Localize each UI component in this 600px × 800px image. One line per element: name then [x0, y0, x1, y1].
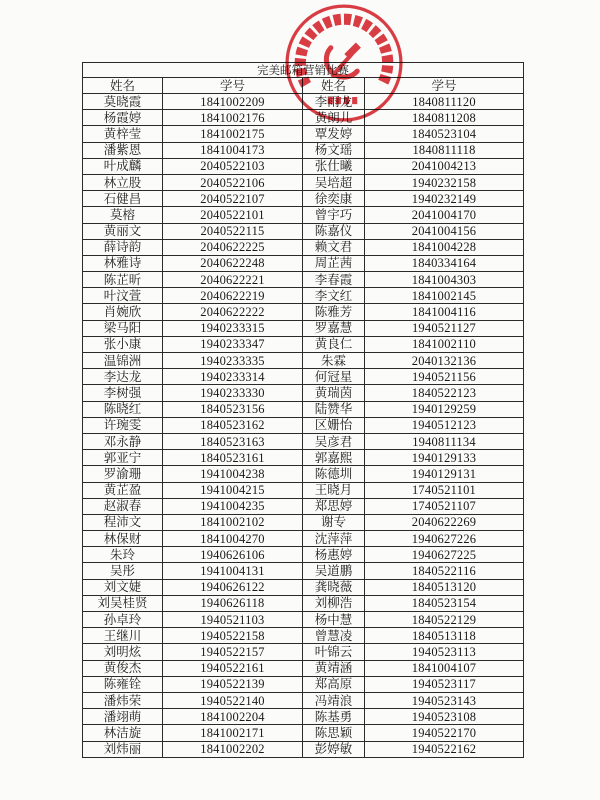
table-row: [83, 579, 524, 595]
name-cell: 沈萍萍: [303, 531, 365, 547]
student-id-cell: 1941004131: [163, 563, 303, 579]
table-row: [83, 450, 524, 466]
student-id-cell: 2041004170: [365, 207, 524, 223]
name-cell: 林保财: [83, 531, 163, 547]
name-cell: 黄梓莹: [83, 126, 163, 142]
student-id-cell: 1940521127: [365, 320, 524, 336]
student-id-cell: 1940233314: [163, 369, 303, 385]
name-cell: 郑高原: [303, 676, 365, 692]
student-id-cell: 1841004116: [365, 304, 524, 320]
name-cell: 龚晓薇: [303, 579, 365, 595]
name-cell: 周芷茜: [303, 255, 365, 271]
table-row: [83, 644, 524, 660]
student-id-cell: 2040522101: [163, 207, 303, 223]
table-row: [83, 401, 524, 417]
name-cell: 程沛文: [83, 514, 163, 530]
student-id-cell: 1940233330: [163, 385, 303, 401]
name-cell: 杨文瑶: [303, 142, 365, 158]
table-row: [83, 514, 524, 530]
table-body: [83, 94, 524, 758]
student-id-cell: 1840513118: [365, 628, 524, 644]
student-id-cell: 2040622222: [163, 304, 303, 320]
name-cell: 陈芷昕: [83, 272, 163, 288]
name-cell: 何冠星: [303, 369, 365, 385]
name-cell: 刘明炫: [83, 644, 163, 660]
name-cell: 刘文婕: [83, 579, 163, 595]
student-id-cell: 1840523161: [163, 450, 303, 466]
table-row: [83, 498, 524, 514]
name-cell: 张仕曦: [303, 158, 365, 174]
header-row: [83, 78, 524, 94]
table-row: [83, 207, 524, 223]
name-cell: 谢专: [303, 514, 365, 530]
name-cell: 陈基勇: [303, 709, 365, 725]
name-cell: 邓永静: [83, 433, 163, 449]
name-cell: 覃发婷: [303, 126, 365, 142]
student-id-cell: 1840523104: [365, 126, 524, 142]
table-row: [83, 482, 524, 498]
name-cell: 莫晓霞: [83, 94, 163, 110]
table-row: [83, 223, 524, 239]
student-id-cell: 1841002175: [163, 126, 303, 142]
student-id-cell: 1840811118: [365, 142, 524, 158]
table-row: [83, 563, 524, 579]
name-cell: 杨霞婷: [83, 110, 163, 126]
student-id-cell: 2040622225: [163, 239, 303, 255]
student-id-cell: 1840522129: [365, 612, 524, 628]
student-id-cell: 1941004215: [163, 482, 303, 498]
student-id-cell: 1740521101: [365, 482, 524, 498]
student-id-cell: 1940522162: [365, 741, 524, 757]
name-cell: 吴彤: [83, 563, 163, 579]
name-cell: 叶汶萱: [83, 288, 163, 304]
name-cell: 叶锦云: [303, 644, 365, 660]
name-cell: 刘吴桂贤: [83, 595, 163, 611]
student-id-cell: 1940523113: [365, 644, 524, 660]
name-cell: 郭嘉熙: [303, 450, 365, 466]
title-row: [83, 63, 524, 78]
table-row: [83, 547, 524, 563]
name-cell: 林雅诗: [83, 255, 163, 271]
name-cell: 杨中慧: [303, 612, 365, 628]
name-cell: 吴培超: [303, 174, 365, 190]
student-id-cell: 1940522140: [163, 692, 303, 708]
name-cell: 黄朗儿: [303, 110, 365, 126]
name-cell: 陈雅芳: [303, 304, 365, 320]
table-row: [83, 595, 524, 611]
table-row: [83, 94, 524, 110]
table-row: [83, 709, 524, 725]
student-id-cell: 1940521103: [163, 612, 303, 628]
name-cell: 黄芷盈: [83, 482, 163, 498]
student-id-cell: 1940522161: [163, 660, 303, 676]
table-row: [83, 466, 524, 482]
student-id-cell: 1940232149: [365, 191, 524, 207]
name-cell: 李春霞: [303, 272, 365, 288]
student-id-cell: 1940522139: [163, 676, 303, 692]
table-row: [83, 612, 524, 628]
student-id-cell: 1940512123: [365, 417, 524, 433]
table-row: [83, 353, 524, 369]
student-id-cell: 1840513120: [365, 579, 524, 595]
student-id-cell: 1940626122: [163, 579, 303, 595]
name-cell: 肖婉欣: [83, 304, 163, 320]
student-id-cell: 1940522157: [163, 644, 303, 660]
name-cell: 刘柳浩: [303, 595, 365, 611]
name-cell: 黄丽文: [83, 223, 163, 239]
table-row: [83, 126, 524, 142]
name-cell: 薛诗韵: [83, 239, 163, 255]
name-cell: 黄瑞茵: [303, 385, 365, 401]
student-id-cell: 1840811208: [365, 110, 524, 126]
student-id-cell: 1840811120: [365, 94, 524, 110]
student-id-cell: 1841002110: [365, 336, 524, 352]
header-name-right: 姓名: [303, 78, 365, 94]
name-cell: 潘紫恩: [83, 142, 163, 158]
student-id-cell: 1841002209: [163, 94, 303, 110]
name-cell: 温锦洲: [83, 353, 163, 369]
name-cell: 王晓月: [303, 482, 365, 498]
student-id-cell: 1841004173: [163, 142, 303, 158]
name-cell: 石健昌: [83, 191, 163, 207]
student-id-cell: 1940523117: [365, 676, 524, 692]
table-row: [83, 336, 524, 352]
student-id-cell: 2041004156: [365, 223, 524, 239]
table-row: [83, 320, 524, 336]
name-cell: 朱霖: [303, 353, 365, 369]
name-cell: 罗嘉慧: [303, 320, 365, 336]
student-id-cell: 2040522103: [163, 158, 303, 174]
name-cell: 张小康: [83, 336, 163, 352]
student-id-cell: 2040522107: [163, 191, 303, 207]
name-cell: 区姗怡: [303, 417, 365, 433]
name-cell: 黄俊杰: [83, 660, 163, 676]
student-id-cell: 1841002102: [163, 514, 303, 530]
roster-table: [82, 62, 524, 758]
student-id-cell: 1940233335: [163, 353, 303, 369]
name-cell: 曾慧凌: [303, 628, 365, 644]
table-row: [83, 676, 524, 692]
name-cell: 林洁旋: [83, 725, 163, 741]
name-cell: 冯靖浪: [303, 692, 365, 708]
student-id-cell: 2040622219: [163, 288, 303, 304]
name-cell: 徐奕康: [303, 191, 365, 207]
student-id-cell: 1940232158: [365, 174, 524, 190]
student-id-cell: 2040132136: [365, 353, 524, 369]
name-cell: 黄靖涵: [303, 660, 365, 676]
student-id-cell: 1940129131: [365, 466, 524, 482]
name-cell: 陈嘉仪: [303, 223, 365, 239]
table-row: [83, 304, 524, 320]
name-cell: 彭婷敏: [303, 741, 365, 757]
student-id-cell: 2040622221: [163, 272, 303, 288]
student-id-cell: 1841004270: [163, 531, 303, 547]
student-id-cell: 2040522115: [163, 223, 303, 239]
student-id-cell: 1940522158: [163, 628, 303, 644]
name-cell: 林立股: [83, 174, 163, 190]
student-id-cell: 1941004235: [163, 498, 303, 514]
name-cell: 陈德圳: [303, 466, 365, 482]
student-id-cell: 1940626106: [163, 547, 303, 563]
name-cell: 杨惠婷: [303, 547, 365, 563]
name-cell: 黄良仁: [303, 336, 365, 352]
table-row: [83, 255, 524, 271]
student-id-cell: 1840523156: [163, 401, 303, 417]
student-id-cell: 1940627226: [365, 531, 524, 547]
student-id-cell: 1940626118: [163, 595, 303, 611]
student-id-cell: 1841002204: [163, 709, 303, 725]
table-row: [83, 531, 524, 547]
student-id-cell: 1740521107: [365, 498, 524, 514]
roster-sheet: [82, 62, 523, 758]
name-cell: 许琬雯: [83, 417, 163, 433]
student-id-cell: 1940523108: [365, 709, 524, 725]
name-cell: 陆赞华: [303, 401, 365, 417]
name-cell: 赖文君: [303, 239, 365, 255]
header-id-right: 学号: [365, 78, 524, 94]
name-cell: 郭亚宁: [83, 450, 163, 466]
table-row: [83, 628, 524, 644]
table-row: [83, 288, 524, 304]
table-row: [83, 692, 524, 708]
table-row: [83, 142, 524, 158]
table-row: [83, 385, 524, 401]
table-row: [83, 191, 524, 207]
name-cell: 李文红: [303, 288, 365, 304]
student-id-cell: 1840334164: [365, 255, 524, 271]
student-id-cell: 1940523143: [365, 692, 524, 708]
student-id-cell: 1940811134: [365, 433, 524, 449]
table-row: [83, 174, 524, 190]
name-cell: 孙卓玲: [83, 612, 163, 628]
table-row: [83, 660, 524, 676]
table-row: [83, 272, 524, 288]
student-id-cell: 2041004213: [365, 158, 524, 174]
name-cell: 潘翊萌: [83, 709, 163, 725]
table-row: [83, 741, 524, 757]
name-cell: 李达龙: [83, 369, 163, 385]
student-id-cell: 1940233347: [163, 336, 303, 352]
student-id-cell: 2040622248: [163, 255, 303, 271]
name-cell: 郑思婷: [303, 498, 365, 514]
student-id-cell: 1840523162: [163, 417, 303, 433]
table-row: [83, 433, 524, 449]
name-cell: 赵淑春: [83, 498, 163, 514]
student-id-cell: 2040622269: [365, 514, 524, 530]
name-cell: 陈雍铨: [83, 676, 163, 692]
name-cell: 莫榕: [83, 207, 163, 223]
student-id-cell: 1940522170: [365, 725, 524, 741]
table-row: [83, 239, 524, 255]
table-row: [83, 110, 524, 126]
name-cell: 李雨龙: [303, 94, 365, 110]
name-cell: 罗渝珊: [83, 466, 163, 482]
table-row: [83, 369, 524, 385]
name-cell: 刘炜丽: [83, 741, 163, 757]
name-cell: 潘炜荣: [83, 692, 163, 708]
student-id-cell: 1841004303: [365, 272, 524, 288]
name-cell: 朱玲: [83, 547, 163, 563]
header-name-left: 姓名: [83, 78, 163, 94]
student-id-cell: 1840523163: [163, 433, 303, 449]
table-row: [83, 725, 524, 741]
student-id-cell: 1941004238: [163, 466, 303, 482]
student-id-cell: 2040522106: [163, 174, 303, 190]
table-title: 完美邮箱营销比赛: [83, 63, 524, 78]
student-id-cell: 1840522123: [365, 385, 524, 401]
student-id-cell: 1841002145: [365, 288, 524, 304]
student-id-cell: 1840522116: [365, 563, 524, 579]
student-id-cell: 1841002171: [163, 725, 303, 741]
table-row: [83, 417, 524, 433]
student-id-cell: 1840523154: [365, 595, 524, 611]
header-id-left: 学号: [163, 78, 303, 94]
student-id-cell: 1841004107: [365, 660, 524, 676]
table-row: [83, 158, 524, 174]
name-cell: 陈晓红: [83, 401, 163, 417]
name-cell: 吴彦君: [303, 433, 365, 449]
student-id-cell: 1841002176: [163, 110, 303, 126]
name-cell: 陈思颖: [303, 725, 365, 741]
name-cell: 王继川: [83, 628, 163, 644]
name-cell: 吴道鹏: [303, 563, 365, 579]
student-id-cell: 1841002202: [163, 741, 303, 757]
student-id-cell: 1940233315: [163, 320, 303, 336]
name-cell: 李树强: [83, 385, 163, 401]
name-cell: 梁马阳: [83, 320, 163, 336]
name-cell: 曾宇巧: [303, 207, 365, 223]
student-id-cell: 1940627225: [365, 547, 524, 563]
name-cell: 叶成麟: [83, 158, 163, 174]
student-id-cell: 1940521156: [365, 369, 524, 385]
student-id-cell: 1940129133: [365, 450, 524, 466]
student-id-cell: 1940129259: [365, 401, 524, 417]
student-id-cell: 1841004228: [365, 239, 524, 255]
